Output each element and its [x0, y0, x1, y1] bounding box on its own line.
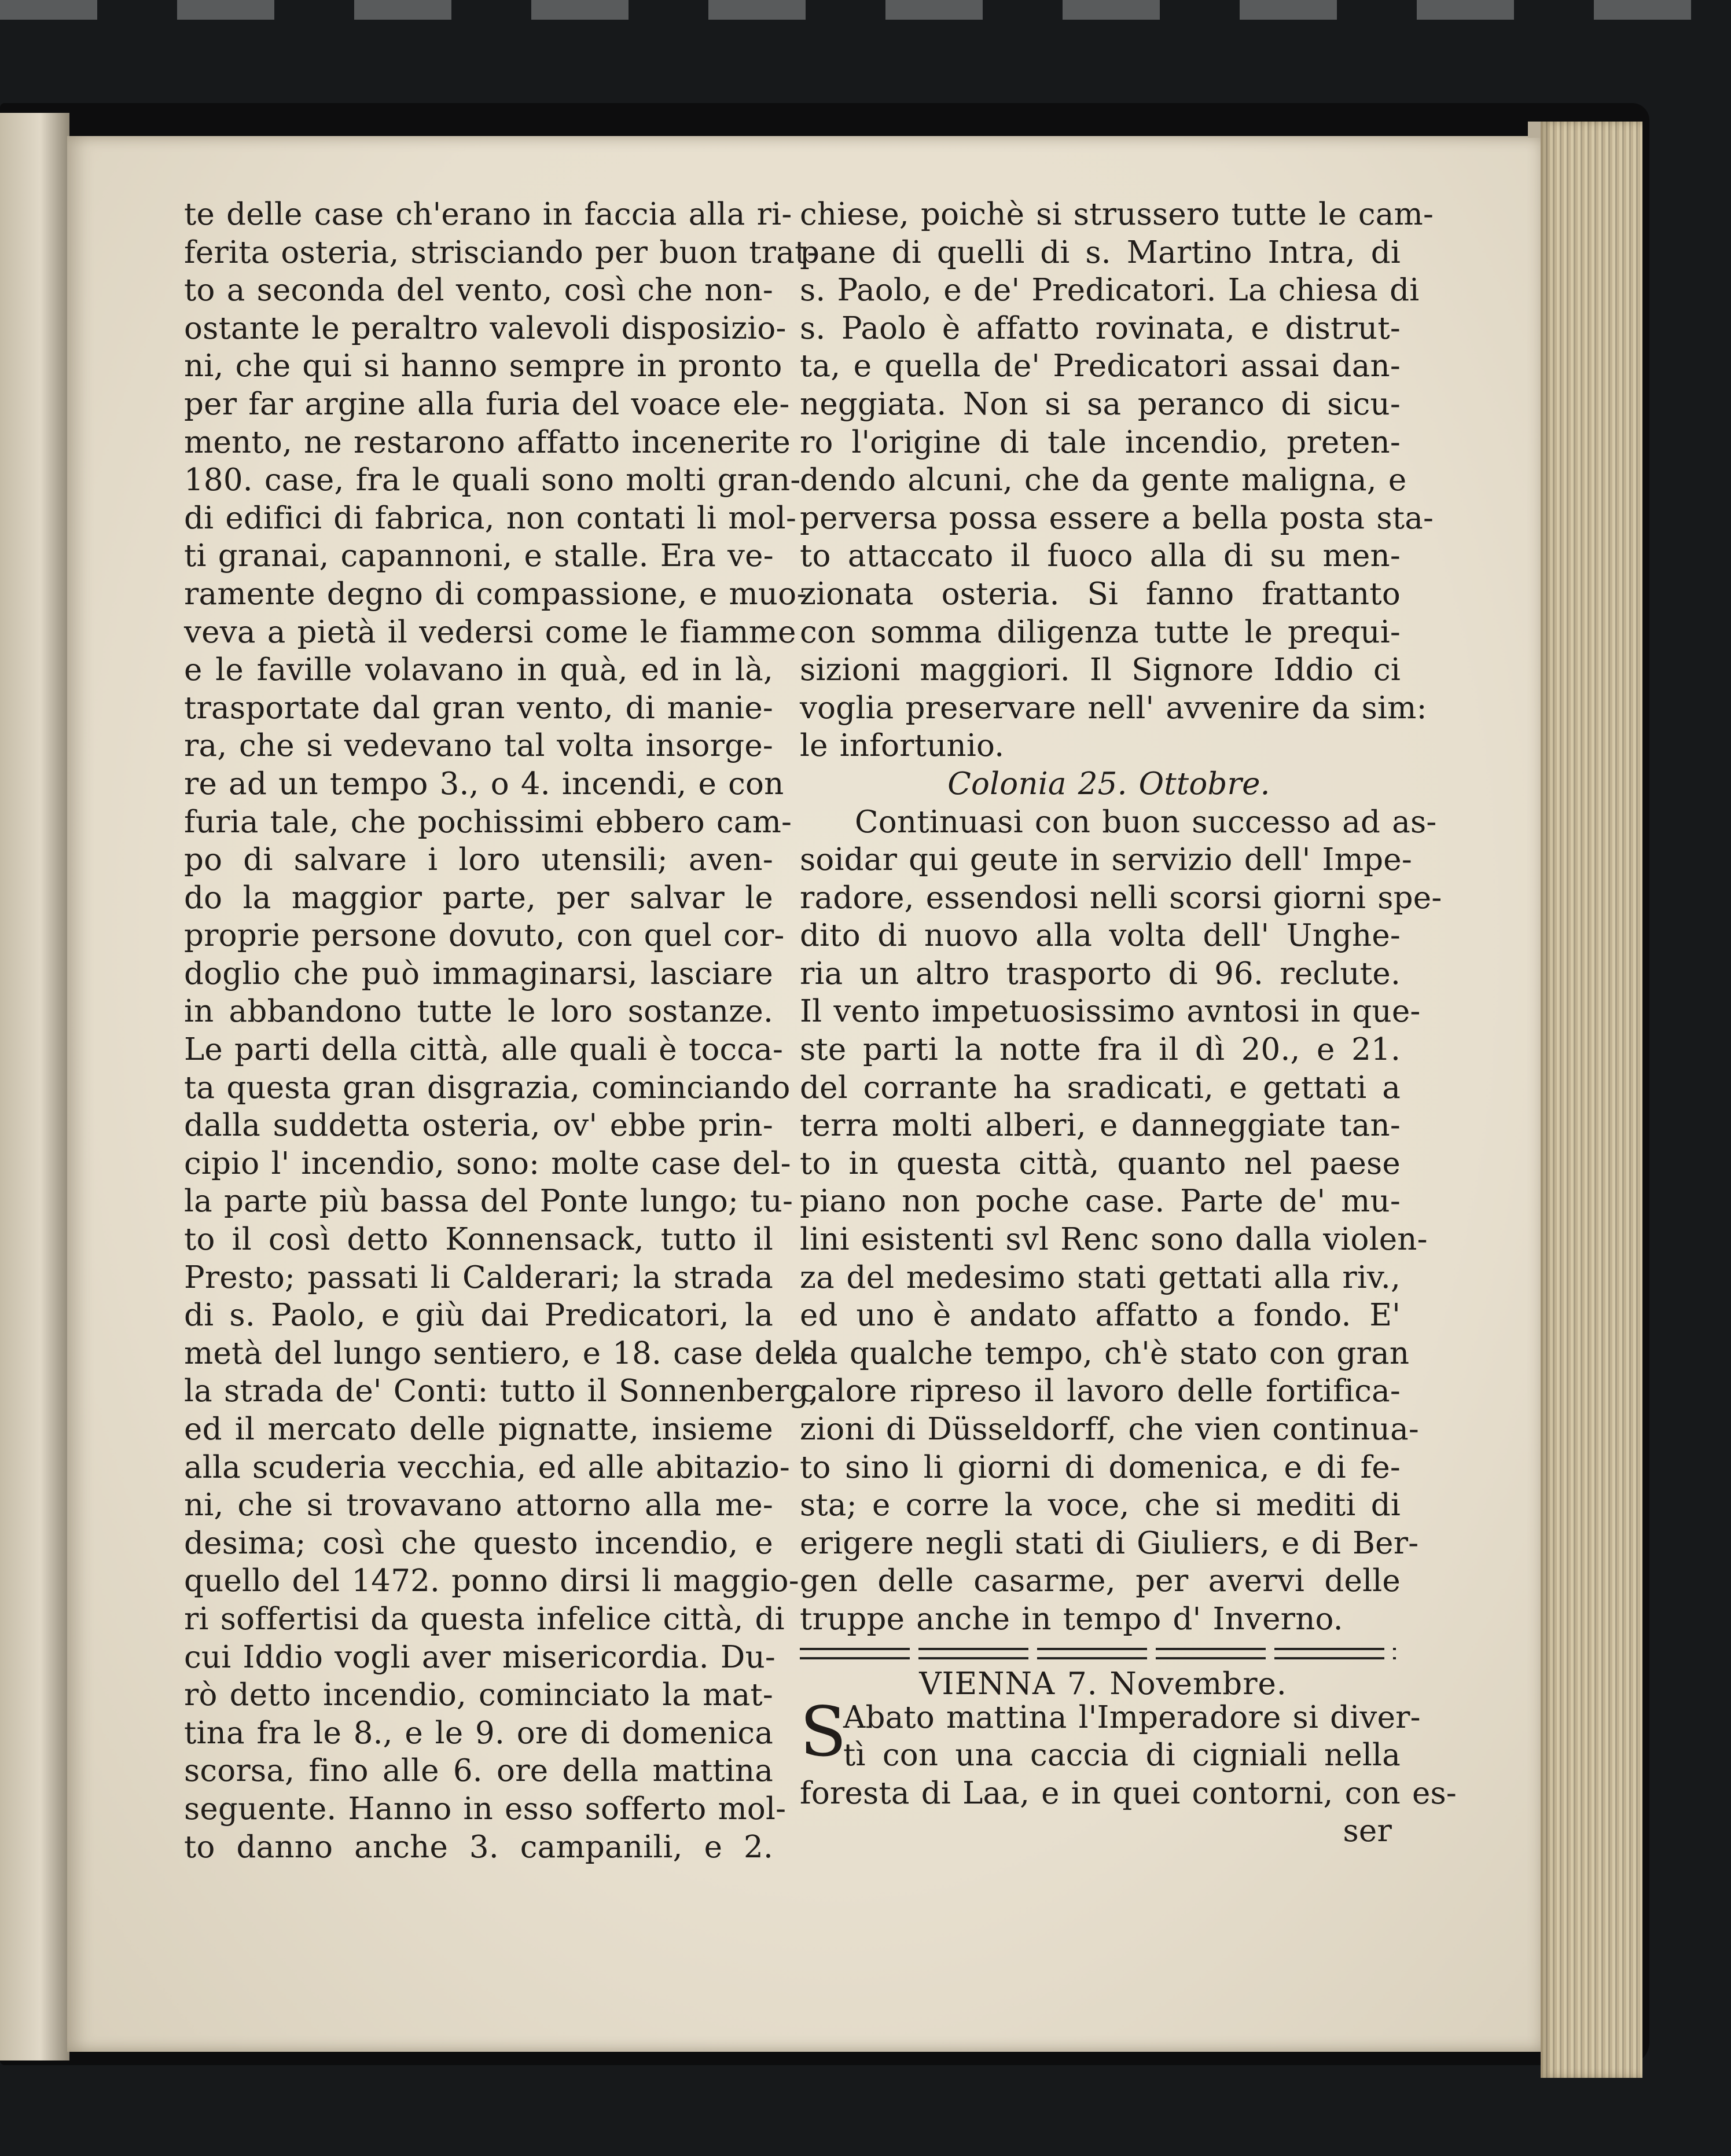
text-line: ed uno è andato affatto a fondo. E' — [800, 1298, 1401, 1334]
text-line: terra molti alberi, e danneggiate tan- — [800, 1108, 1401, 1144]
text-line: perversa possa essere a bella posta sta- — [800, 500, 1434, 536]
text-line: ri soffertisi da questa infelice città, di — [184, 1601, 785, 1637]
text-line: neggiata. Non si sa peranco di sicu- — [800, 386, 1401, 422]
text-line: soidar qui geute in servizio dell' Impe- — [800, 842, 1412, 878]
right-text-column — [800, 196, 1457, 1850]
text-line: Continuasi con buon successo ad as- — [855, 804, 1437, 840]
text-line: zioni di Düsseldorff, che vien continua- — [800, 1412, 1420, 1447]
text-line: la parte più bassa del Ponte lungo; tu- — [184, 1184, 793, 1220]
text-line: piano non poche case. Parte de' mu- — [800, 1184, 1401, 1220]
text-line: re ad un tempo 3., o 4. incendi, e con — [184, 766, 784, 802]
text-line: dito di nuovo alla volta dell' Unghe- — [800, 918, 1401, 954]
section-divider — [800, 1640, 1396, 1665]
text-line: calore ripreso il lavoro delle fortifica- — [800, 1373, 1401, 1409]
text-line: te delle case ch'erano in faccia alla ri- — [184, 197, 792, 232]
text-line: radore, essendosi nelli scorsi giorni spe- — [800, 880, 1442, 916]
text-line: seguente. Hanno in esso sofferto mol- — [184, 1791, 787, 1827]
text-line: chiese, poichè si strussero tutte le cam- — [800, 197, 1434, 232]
text-line: pane di quelli di s. Martino Intra, di — [800, 234, 1401, 270]
text-line: la strada de' Conti: tutto il Sonnenberg, — [184, 1373, 819, 1409]
text-line: Abato mattina l'Imperadore si diver- — [843, 1699, 1421, 1735]
text-line: veva a pietà il vedersi come le fiamme — [184, 614, 796, 650]
text-line: Le parti della città, alle quali è tocca- — [184, 1032, 784, 1068]
left-page-edge — [0, 113, 69, 2060]
text-line: alla scuderia vecchia, ed alle abitazio- — [184, 1449, 790, 1485]
text-line: ostante le peraltro valevoli disposizio- — [184, 310, 787, 346]
text-line: ro l'origine di tale incendio, preten- — [800, 424, 1401, 460]
text-line: do la maggior parte, per salvar le — [184, 880, 773, 916]
text-line: quello del 1472. ponno dirsi li maggio- — [184, 1563, 799, 1599]
text-line: gen delle casarme, per avervi delle — [800, 1563, 1401, 1599]
vienna-date-heading: VIENNA 7. Novembre. — [919, 1666, 1287, 1702]
text-line: s. Paolo è affatto rovinata, e distrut- — [800, 310, 1401, 346]
text-line: ti granai, capannoni, e stalle. Era ve- — [184, 538, 774, 574]
text-line: cipio l' incendio, sono: molte case del- — [184, 1145, 791, 1181]
text-line: rò detto incendio, cominciato la mat- — [184, 1677, 773, 1713]
text-line: lini esistenti svl Renc sono dalla violen- — [800, 1222, 1428, 1258]
text-line: to il così detto Konnensack, tutto il — [184, 1222, 773, 1258]
text-line: con somma diligenza tutte le prequi- — [800, 614, 1401, 650]
text-line: Il vento impetuosissimo avntosi in que- — [800, 994, 1421, 1030]
text-line: ni, che qui si hanno sempre in pronto — [184, 348, 782, 384]
catchword: ser — [1343, 1813, 1392, 1849]
text-line: ria un altro trasporto di 96. reclute. — [800, 956, 1401, 991]
text-line: desima; così che questo incendio, e — [184, 1525, 773, 1561]
text-line: furia tale, che pochissimi ebbero cam- — [184, 804, 792, 840]
text-line: to attaccato il fuoco alla di su men- — [800, 538, 1401, 574]
text-line: tì con una caccia di cigniali nella — [843, 1738, 1401, 1773]
colonia-date-heading: Colonia 25. Ottobre. — [947, 766, 1270, 802]
text-line: di edifici di fabrica, non contati li mol- — [184, 500, 797, 536]
text-line: per far argine alla furia del voace ele- — [184, 386, 790, 422]
text-line: voglia preservare nell' avvenire da sim: — [800, 690, 1427, 726]
text-line: mento, ne restarono affatto incenerite — [184, 424, 791, 460]
text-line: ed il mercato delle pignatte, insieme — [184, 1412, 773, 1447]
text-line: doglio che può immaginarsi, lasciare — [184, 956, 773, 991]
text-line: cui Iddio vogli aver misericordia. Du- — [184, 1639, 776, 1675]
text-line: proprie persone dovuto, con quel cor- — [184, 918, 785, 954]
text-line: po di salvare i loro utensili; aven- — [184, 842, 773, 878]
text-line: s. Paolo, e de' Predicatori. La chiesa di — [800, 273, 1420, 308]
page-fore-edge — [1541, 122, 1642, 2078]
text-line: e le faville volavano in quà, ed in là, — [184, 652, 773, 688]
text-line: in abbandono tutte le loro sostanze. — [184, 994, 773, 1030]
text-line: foresta di Laa, e in quei contorni, con es- — [800, 1775, 1457, 1811]
text-line: Presto; passati li Calderari; la strada — [184, 1259, 773, 1295]
text-line: to danno anche 3. campanili, e 2. — [184, 1829, 773, 1865]
text-line: trasportate dal gran vento, di manie- — [184, 690, 773, 726]
text-line: truppe anche in tempo d' Inverno. — [800, 1601, 1343, 1637]
text-line: scorsa, fino alle 6. ore della mattina — [184, 1753, 773, 1789]
text-line: ta questa gran disgrazia, cominciando — [184, 1070, 791, 1105]
text-line: sizioni maggiori. Il Signore Iddio ci — [800, 652, 1401, 688]
text-line: ste parti la notte fra il dì 20., e 21. — [800, 1032, 1401, 1068]
text-line: di s. Paolo, e giù dai Predicatori, la — [184, 1298, 773, 1334]
text-line: zionata osteria. Si fanno frattanto — [800, 576, 1401, 612]
text-line: dendo alcuni, che da gente maligna, e — [800, 462, 1407, 498]
text-line: tina fra le 8., e le 9. ore di domenica — [184, 1715, 773, 1751]
text-line: sta; e corre la voce, che si mediti di — [800, 1487, 1401, 1523]
left-text-column — [184, 196, 819, 1866]
text-line: da qualche tempo, ch'è stato con gran — [800, 1335, 1410, 1371]
drop-cap-letter: S — [800, 1691, 847, 1772]
text-line: 180. case, fra le quali sono molti gran- — [184, 462, 801, 498]
text-line: le infortunio. — [800, 728, 1005, 764]
text-line: erigere negli stati di Giuliers, e di Ber- — [800, 1525, 1419, 1561]
text-line: za del medesimo stati gettati alla riv., — [800, 1259, 1401, 1295]
scan-ruler — [0, 0, 1731, 20]
text-line: del corrante ha sradicati, e gettati a — [800, 1070, 1401, 1105]
text-line: to a seconda del vento, così che non- — [184, 273, 773, 308]
text-line: dalla suddetta osteria, ov' ebbe prin- — [184, 1108, 773, 1144]
text-line: metà del lungo sentiero, e 18. case del- — [184, 1335, 813, 1371]
text-line: ramente degno di compassione, e muo- — [184, 576, 807, 612]
text-line: ferita osteria, strisciando per buon trat- — [184, 234, 818, 270]
text-line: ni, che si trovavano attorno alla me- — [184, 1487, 773, 1523]
text-line: ra, che si vedevano tal volta insorge- — [184, 728, 773, 764]
text-line: ta, e quella de' Predicatori assai dan- — [800, 348, 1401, 384]
text-line: to sino li giorni di domenica, e di fe- — [800, 1449, 1401, 1485]
text-line: to in questa città, quanto nel paese — [800, 1145, 1401, 1181]
